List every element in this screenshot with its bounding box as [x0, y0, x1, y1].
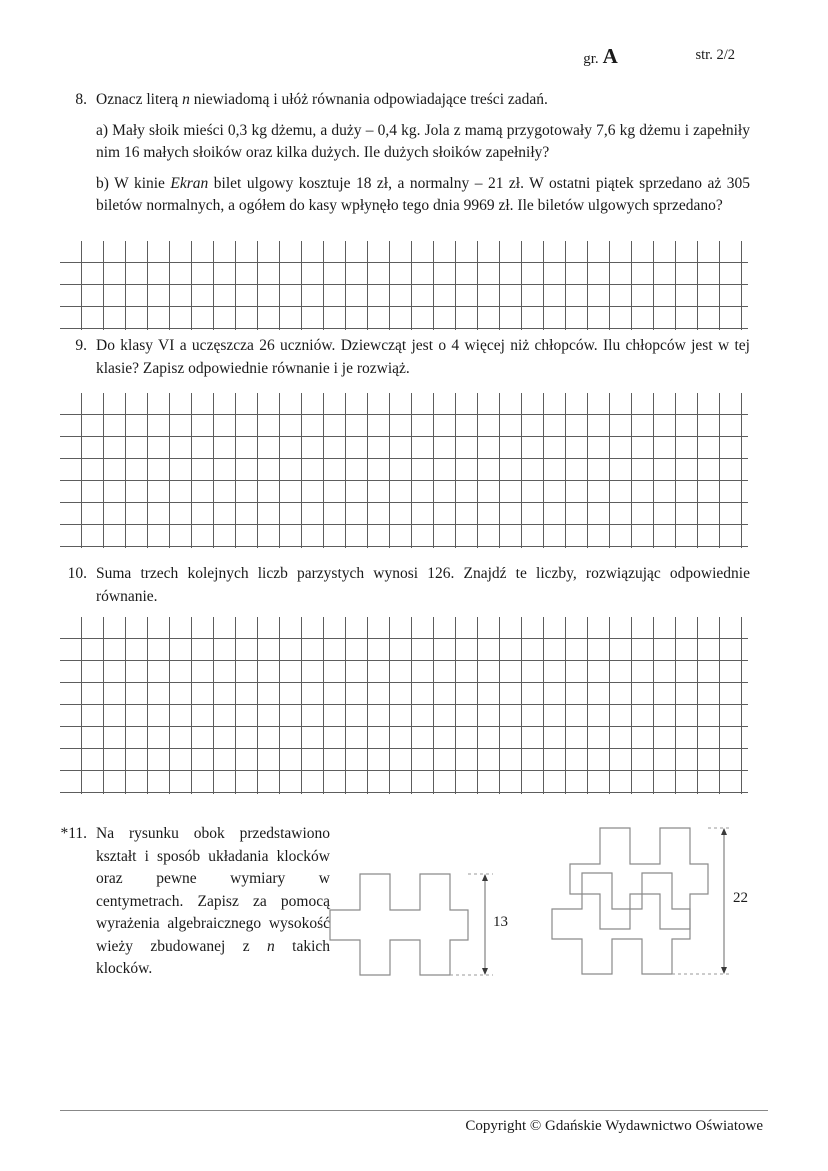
copyright-notice: Copyright © Gdańskie Wydawnictwo Oświatowe — [465, 1118, 763, 1134]
part-b-text-post: bilet ulgowy kosztuje 18 zł, a normalny – 21 zł. W ostatni piątek sprzedano aż 305 biletów normalnych, a ogółem do kasy wpłynęło tego dnia 9969 zł. Ile biletów ulgowych sprzedano? — [96, 174, 750, 214]
prompt-text-post: niewiadomą i ułóż równania odpowiadające treści zadań. — [189, 91, 548, 108]
exercise-8-body — [96, 89, 750, 218]
exercise-10 — [60, 563, 750, 608]
arrowhead-top — [721, 828, 727, 835]
group-indicator — [583, 44, 618, 69]
exercise-8 — [60, 89, 750, 218]
exercise-9-prompt: Do klasy VI a uczęszcza 26 uczniów. Dziewcząt jest o 4 więcej niż chłopców. Ilu chłopców jest w tej klasie? Zapisz odpowiednie równanie i je rozwiąż. — [96, 337, 750, 377]
exercise-11-prompt — [96, 823, 330, 981]
exercise-8-prompt — [96, 89, 750, 112]
part-b-text-pre: b) W kinie — [96, 174, 171, 192]
dimension-label-22: 22 — [733, 890, 748, 906]
prompt-text-pre: Oznacz literą — [96, 91, 183, 108]
exercise-11-body — [96, 823, 330, 981]
upper-block-outline — [570, 828, 708, 929]
footer-divider — [60, 1110, 768, 1111]
answer-grid-exercise-9[interactable] — [60, 393, 748, 548]
arrowhead-bottom — [482, 968, 488, 975]
figure-single-block — [328, 872, 508, 977]
group-letter: A — [602, 44, 618, 68]
exercise-11 — [60, 823, 330, 981]
exercise-9-body — [96, 335, 750, 380]
exercise-11-prompt-post: takich klocków. — [96, 937, 331, 977]
page-number-label: str. 2/2 — [695, 47, 735, 63]
answer-grid-exercise-8[interactable] — [60, 241, 748, 330]
page-header — [60, 44, 768, 70]
block-outline — [330, 874, 468, 975]
double-block-drawing — [550, 826, 740, 978]
single-block-drawing — [328, 872, 503, 977]
exercise-8-part-a: a) Mały słoik mieści 0,3 kg dżemu, a duży – 0,4 kg. Jola z mamą przygotowały 7,6 kg dżemu i zapełniły nim 16 małych słoików oraz kilka dużych. Ile dużych słoików zapełniły? — [96, 121, 750, 161]
answer-grid-exercise-10[interactable] — [60, 617, 748, 794]
exercise-10-body — [96, 563, 750, 608]
lower-block-outline — [552, 873, 690, 974]
exercise-8-part-b — [96, 173, 750, 218]
exercise-10-number: 10. — [67, 565, 87, 582]
figure-double-block — [550, 826, 748, 978]
variable-n: n — [182, 91, 190, 108]
exercise-9-number: 9. — [75, 337, 87, 354]
exercise-10-prompt: Suma trzech kolejnych liczb parzystych wynosi 126. Znajdź te liczby, rozwiązując odpowiednie równanie. — [96, 565, 750, 605]
variable-n: n — [266, 937, 275, 955]
cinema-name: Ekran — [170, 174, 209, 192]
arrowhead-bottom — [721, 967, 727, 974]
arrowhead-top — [482, 874, 488, 881]
exercise-8-number: 8. — [75, 91, 87, 108]
exercise-11-prompt-pre: Na rysunku obok przedstawiono kształt i sposób układania klocków oraz pewne wymiary w centymetrach. Zapisz za pomocą wyrażenia algebraicznego wysokość wieży zbudowanej z — [96, 825, 330, 955]
exercise-9 — [60, 335, 750, 380]
dimension-label-13: 13 — [493, 914, 508, 930]
exercise-11-number: *11. — [60, 825, 87, 842]
group-prefix: gr. — [583, 51, 599, 67]
